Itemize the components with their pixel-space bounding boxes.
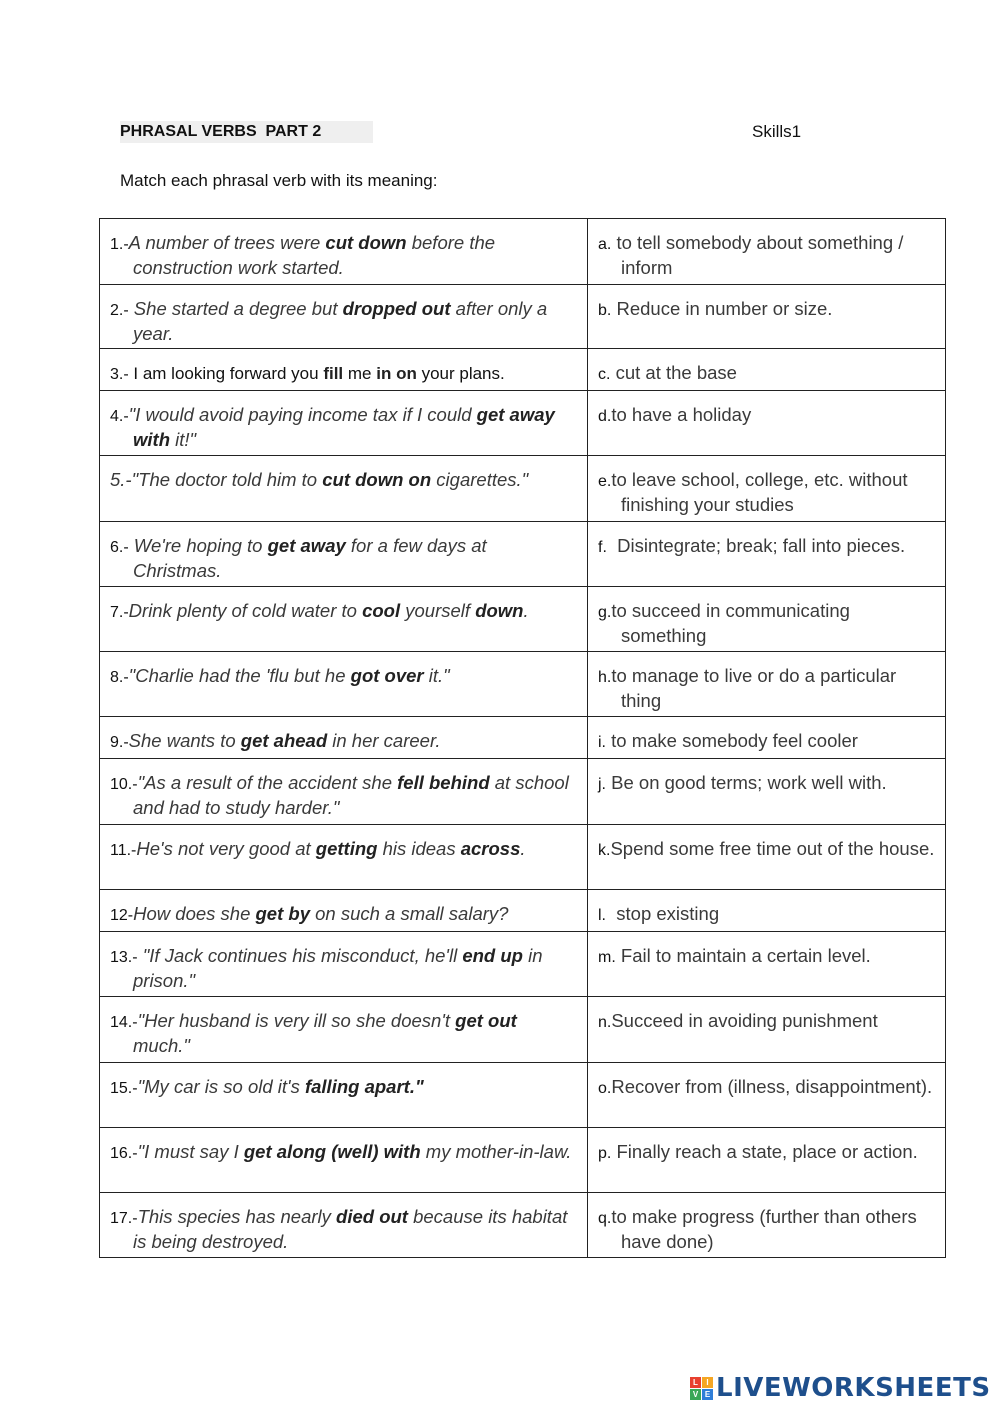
sentence-cell — [100, 456, 588, 522]
example-sentence — [110, 664, 577, 689]
sentence-cell — [100, 890, 588, 932]
meaning-text: Finally reach a state, place or action. — [611, 1141, 918, 1162]
table-row — [100, 522, 946, 587]
sentence-fragment: in her career. — [327, 730, 441, 751]
sentence-fragment: cigarettes." — [431, 469, 529, 490]
phrasal-verb: get ahead — [240, 730, 328, 751]
sentence-fragment: because its habitat is being destroyed. — [133, 1206, 568, 1252]
meaning-letter: g. — [598, 604, 612, 621]
meaning-text: stop existing — [606, 903, 720, 924]
sentence-fragment: She wants to — [128, 730, 241, 751]
sentence-fragment: "I must say I — [137, 1141, 244, 1162]
sentence-fragment: me — [343, 364, 377, 383]
meaning-definition — [598, 837, 935, 862]
meaning-definition — [598, 664, 935, 712]
meaning-definition — [598, 944, 935, 969]
meaning-text: Succeed in avoiding punishment — [611, 1010, 878, 1031]
sentence-text — [133, 945, 543, 991]
sentence-fragment: We're hoping to — [128, 535, 268, 556]
item-number: 10.- — [110, 776, 138, 793]
meaning-text: to make progress (further than others have done) — [611, 1206, 922, 1252]
meaning-cell — [588, 997, 946, 1063]
meaning-cell — [588, 1063, 946, 1128]
sentence-text — [129, 232, 495, 278]
sentence-cell — [100, 717, 588, 759]
sentence-fragment: She started a degree but — [128, 298, 343, 319]
instructions: Match each phrasal verb with its meaning: — [120, 171, 438, 190]
example-sentence — [110, 231, 577, 279]
meaning-letter: b. — [598, 302, 612, 319]
sentence-text — [129, 730, 441, 751]
example-sentence — [110, 1205, 577, 1253]
sentence-cell — [100, 759, 588, 825]
item-number: 8.- — [110, 669, 129, 686]
example-sentence — [110, 1009, 577, 1057]
sentence-fragment: in prison." — [133, 945, 543, 991]
meaning-cell — [588, 391, 946, 456]
item-number: 17.- — [110, 1210, 138, 1227]
sentence-fragment: "Her husband is very ill so she doesn't — [137, 1010, 456, 1031]
meaning-letter: p. — [598, 1145, 612, 1162]
example-sentence — [110, 944, 577, 992]
example-sentence — [110, 771, 577, 819]
meaning-definition — [598, 403, 935, 428]
sentence-fragment: on such a small salary? — [309, 903, 509, 924]
logo-square: L — [690, 1377, 701, 1388]
sentence-cell — [100, 219, 588, 285]
sentence-text — [133, 1206, 567, 1252]
meaning-letter: q. — [598, 1210, 612, 1227]
item-number: 4.- — [110, 408, 129, 425]
example-sentence — [110, 1075, 577, 1100]
meaning-letter: l. — [598, 907, 606, 924]
sentence-text — [129, 665, 450, 686]
sentence-fragment: for a few days at Christmas. — [133, 535, 487, 581]
sentence-cell — [100, 825, 588, 890]
meaning-text: to succeed in communicating something — [611, 600, 856, 646]
sentence-fragment: A number of trees were — [128, 232, 326, 253]
sentence-fragment: much." — [133, 1035, 190, 1056]
phrasal-verb: falling apart." — [304, 1076, 424, 1097]
sentence-fragment: Drink plenty of cold water to — [128, 600, 363, 621]
sentence-fragment: "The doctor told him to — [131, 469, 323, 490]
sentence-fragment: it!" — [170, 429, 197, 450]
meaning-definition — [598, 468, 935, 516]
meaning-cell — [588, 652, 946, 717]
meaning-text: to leave school, college, etc. without finishing your studies — [611, 469, 913, 515]
table-row — [100, 890, 946, 932]
meaning-text: Fail to maintain a certain level. — [615, 945, 871, 966]
meaning-definition — [598, 297, 935, 322]
worksheet-title: PHRASAL VERBS PART 2 — [120, 121, 373, 143]
phrasal-verb: died out — [336, 1206, 408, 1227]
phrasal-verb: cut down on — [322, 469, 432, 490]
meaning-definition — [598, 1140, 935, 1165]
meaning-letter: h. — [598, 669, 612, 686]
sentence-fragment: "My car is so old it's — [137, 1076, 305, 1097]
meaning-definition — [598, 902, 935, 927]
phrasal-verb: got over — [350, 665, 424, 686]
meaning-letter: i. — [598, 734, 606, 751]
table-row — [100, 391, 946, 456]
matching-table-body — [100, 219, 946, 1258]
logo-square: V — [690, 1389, 701, 1400]
meaning-definition — [598, 361, 935, 386]
sentence-text — [138, 1076, 424, 1097]
sentence-cell — [100, 285, 588, 349]
example-sentence — [110, 599, 577, 624]
phrasal-verb: end up — [462, 945, 523, 966]
example-sentence — [110, 468, 577, 491]
meaning-definition — [598, 771, 935, 796]
meaning-cell — [588, 759, 946, 825]
sentence-cell — [100, 391, 588, 456]
meaning-text: Disintegrate; break; fall into pieces. — [606, 535, 906, 556]
table-row — [100, 652, 946, 717]
meaning-cell — [588, 717, 946, 759]
phrasal-verb: get out — [455, 1010, 517, 1031]
phrasal-verb: dropped out — [342, 298, 451, 319]
phrasal-verb: get along (well) with — [243, 1141, 421, 1162]
item-number: 14.- — [110, 1014, 138, 1031]
logo-square: E — [702, 1389, 713, 1400]
table-row — [100, 587, 946, 652]
meaning-letter: a. — [598, 236, 612, 253]
table-row — [100, 759, 946, 825]
meaning-cell — [588, 522, 946, 587]
phrasal-verb: get by — [255, 903, 310, 924]
item-number: 6.- — [110, 539, 129, 556]
meaning-cell — [588, 890, 946, 932]
sentence-text — [133, 772, 569, 818]
meaning-text: Be on good terms; work well with. — [606, 772, 887, 793]
skills-label: Skills1 — [752, 122, 802, 141]
meaning-definition — [598, 599, 935, 647]
sentence-fragment: How does she — [133, 903, 256, 924]
item-number: 13.- — [110, 949, 138, 966]
meaning-cell — [588, 932, 946, 997]
item-number: 3.- — [110, 366, 129, 383]
sentence-text — [136, 838, 525, 859]
table-row — [100, 1128, 946, 1193]
sentence-fragment: before the construction work started. — [133, 232, 496, 278]
sentence-fragment: it." — [423, 665, 450, 686]
sentence-cell — [100, 932, 588, 997]
phrasal-verb: cut down — [325, 232, 407, 253]
meaning-cell — [588, 1128, 946, 1193]
meaning-letter: n. — [598, 1014, 612, 1031]
meaning-definition — [598, 231, 935, 279]
meaning-definition — [598, 534, 935, 559]
sentence-cell — [100, 652, 588, 717]
meaning-letter: f. — [598, 539, 607, 556]
sentence-fragment: I am looking forward you — [128, 364, 324, 383]
meaning-text: Spend some free time out of the house. — [610, 838, 935, 859]
meaning-letter: m. — [598, 949, 616, 966]
meaning-cell — [588, 349, 946, 391]
phrasal-verb: in on — [376, 364, 417, 383]
meaning-cell — [588, 219, 946, 285]
matching-table — [99, 218, 946, 1258]
meaning-letter: j. — [598, 776, 606, 793]
sentence-text — [129, 404, 555, 450]
item-number: 1.- — [110, 236, 129, 253]
sentence-text — [129, 600, 529, 621]
liveworksheets-logo — [690, 1371, 991, 1405]
sentence-cell — [100, 1193, 588, 1258]
phrasal-verb: fell behind — [397, 772, 490, 793]
phrasal-verb: get away — [267, 535, 346, 556]
example-sentence — [110, 902, 577, 927]
phrasal-verb: across — [460, 838, 521, 859]
sentence-text — [138, 1141, 572, 1162]
meaning-definition — [598, 1075, 935, 1100]
sentence-cell — [100, 349, 588, 391]
sentence-fragment: after only a year. — [133, 298, 548, 344]
sentence-fragment: his ideas — [377, 838, 461, 859]
logo-mark-icon — [690, 1377, 713, 1400]
item-number: 11.- — [110, 842, 137, 859]
sentence-text — [129, 298, 548, 344]
logo-square: I — [702, 1377, 713, 1388]
table-row — [100, 349, 946, 391]
sentence-fragment: . — [523, 600, 529, 621]
meaning-definition — [598, 1205, 935, 1253]
sentence-text — [129, 364, 505, 383]
sentence-cell — [100, 997, 588, 1063]
example-sentence — [110, 361, 577, 386]
sentence-fragment: your plans. — [416, 364, 505, 383]
sentence-text — [133, 1010, 517, 1056]
sentence-fragment: "As a result of the accident she — [137, 772, 398, 793]
logo-text: LIVEWORKSHEETS — [716, 1373, 991, 1403]
table-row — [100, 932, 946, 997]
table-row — [100, 825, 946, 890]
meaning-cell — [588, 1193, 946, 1258]
phrasal-verb: getting — [315, 838, 378, 859]
sentence-fragment: yourself — [400, 600, 476, 621]
meaning-letter: d. — [598, 408, 612, 425]
item-number: 12- — [110, 907, 134, 924]
meaning-text: Reduce in number or size. — [611, 298, 833, 319]
meaning-letter: k. — [598, 842, 611, 859]
phrasal-verb: cool — [362, 600, 401, 621]
meaning-text: to make somebody feel cooler — [606, 730, 858, 751]
example-sentence — [110, 403, 577, 451]
example-sentence — [110, 1140, 577, 1165]
meaning-text: to tell somebody about something / inform — [611, 232, 909, 278]
meaning-definition — [598, 729, 935, 754]
phrasal-verb: fill — [323, 364, 344, 383]
sentence-text — [129, 535, 487, 581]
sentence-fragment: my mother-in-law. — [420, 1141, 572, 1162]
sentence-fragment: at school and had to study harder." — [133, 772, 569, 818]
table-row — [100, 456, 946, 522]
table-row — [100, 219, 946, 285]
example-sentence — [110, 837, 577, 862]
meaning-letter: c. — [598, 366, 611, 383]
table-row — [100, 717, 946, 759]
sentence-fragment: "I would avoid paying income tax if I could — [128, 404, 477, 425]
meaning-cell — [588, 285, 946, 349]
example-sentence — [110, 534, 577, 582]
meaning-cell — [588, 587, 946, 652]
sentence-text — [133, 903, 508, 924]
sentence-fragment: . — [520, 838, 526, 859]
table-row — [100, 1063, 946, 1128]
meaning-text: cut at the base — [610, 362, 737, 383]
table-row — [100, 997, 946, 1063]
item-number: 2.- — [110, 302, 129, 319]
item-number: 7.- — [110, 604, 129, 621]
meaning-text: to have a holiday — [611, 404, 752, 425]
sentence-fragment: "Charlie had the 'flu but he — [128, 665, 351, 686]
meaning-text: to manage to live or do a particular thing — [611, 665, 902, 711]
example-sentence — [110, 297, 577, 345]
item-number: 9.- — [110, 734, 129, 751]
sentence-cell — [100, 522, 588, 587]
item-number: 5.- — [110, 469, 132, 490]
table-row — [100, 1193, 946, 1258]
sentence-fragment: He's not very good at — [136, 838, 316, 859]
item-number: 15.- — [110, 1080, 138, 1097]
sentence-text — [132, 469, 529, 490]
meaning-cell — [588, 456, 946, 522]
meaning-text: Recover from (illness, disappointment). — [611, 1076, 933, 1097]
sentence-cell — [100, 1063, 588, 1128]
meaning-letter: o. — [598, 1080, 612, 1097]
item-number: 16.- — [110, 1145, 138, 1162]
meaning-definition — [598, 1009, 935, 1034]
meaning-cell — [588, 825, 946, 890]
phrasal-verb: down — [475, 600, 524, 621]
table-row — [100, 285, 946, 349]
sentence-fragment: "If Jack continues his misconduct, he'll — [137, 945, 463, 966]
sentence-cell — [100, 1128, 588, 1193]
sentence-cell — [100, 587, 588, 652]
meaning-letter: e. — [598, 473, 612, 490]
sentence-fragment: This species has nearly — [137, 1206, 337, 1227]
example-sentence — [110, 729, 577, 754]
phrasal-verb: get away with — [133, 404, 555, 450]
